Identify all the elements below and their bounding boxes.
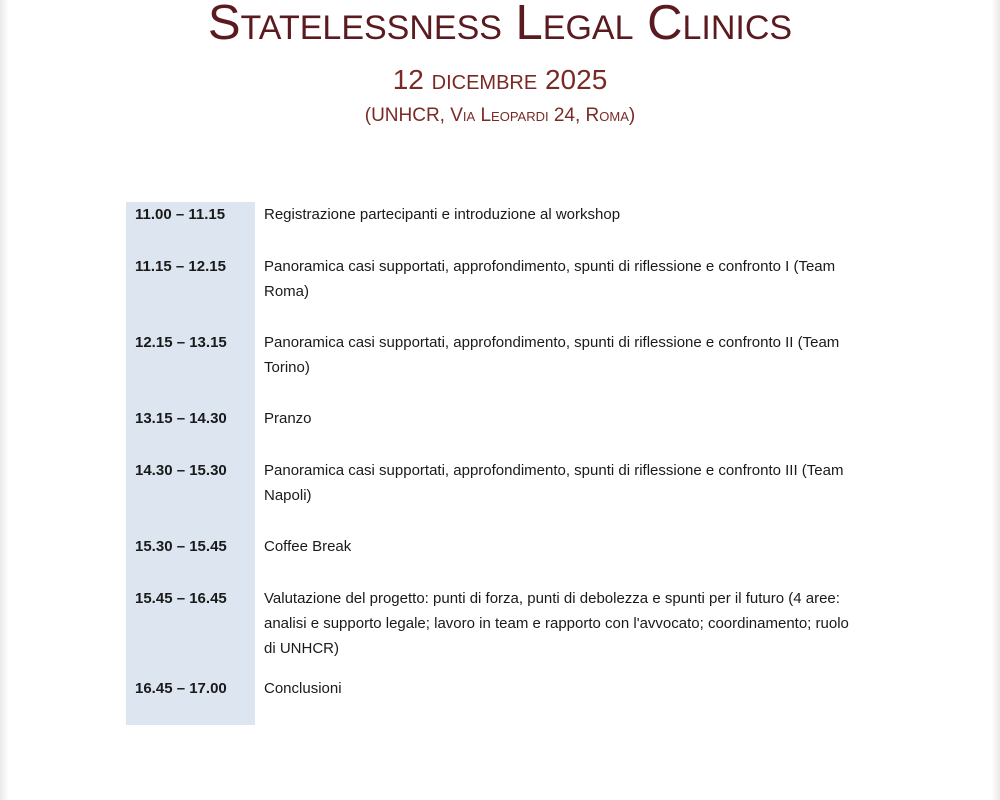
document-title: Statelessness Legal Clinics [207, 0, 793, 50]
agenda-description: Coffee Break [264, 538, 352, 555]
agenda-time: 15.30 – 15.45 [135, 538, 227, 555]
agenda-description: Conclusioni [264, 680, 342, 697]
agenda-description: Registrazione partecipanti e introduzione al workshop [264, 206, 621, 223]
event-venue: (UNHCR, Via Leopardi 24, Roma) [364, 105, 636, 126]
agenda-description: Pranzo [264, 410, 312, 427]
agenda-description: Valutazione del progetto: punti di forza, punti di debolezza e spunti per il futuro (4 aree: analisi e supporto legale; lavoro in team e rapporto con l'avvocato; coordinamento; ruolo di UNHCR) [264, 590, 849, 657]
agenda-time: 16.45 – 17.00 [135, 680, 227, 697]
agenda-description: Panoramica casi supportati, approfondimento, spunti di riflessione e confronto III (Team Napoli) [264, 462, 844, 504]
agenda-time: 11.00 – 11.15 [135, 206, 226, 223]
agenda-time: 15.45 – 16.45 [135, 590, 227, 607]
agenda-time: 13.15 – 14.30 [135, 410, 227, 427]
agenda-time: 14.30 – 15.30 [135, 462, 227, 479]
agenda-time: 11.15 – 12.15 [135, 258, 226, 275]
agenda-description: Panoramica casi supportati, approfondimento, spunti di riflessione e confronto II (Team Torino) [264, 334, 840, 376]
event-date: 12 dicembre 2025 [392, 64, 608, 95]
agenda-time: 12.15 – 13.15 [135, 334, 227, 351]
agenda-description: Panoramica casi supportati, approfondimento, spunti di riflessione e confronto I (Team Roma) [264, 258, 836, 300]
